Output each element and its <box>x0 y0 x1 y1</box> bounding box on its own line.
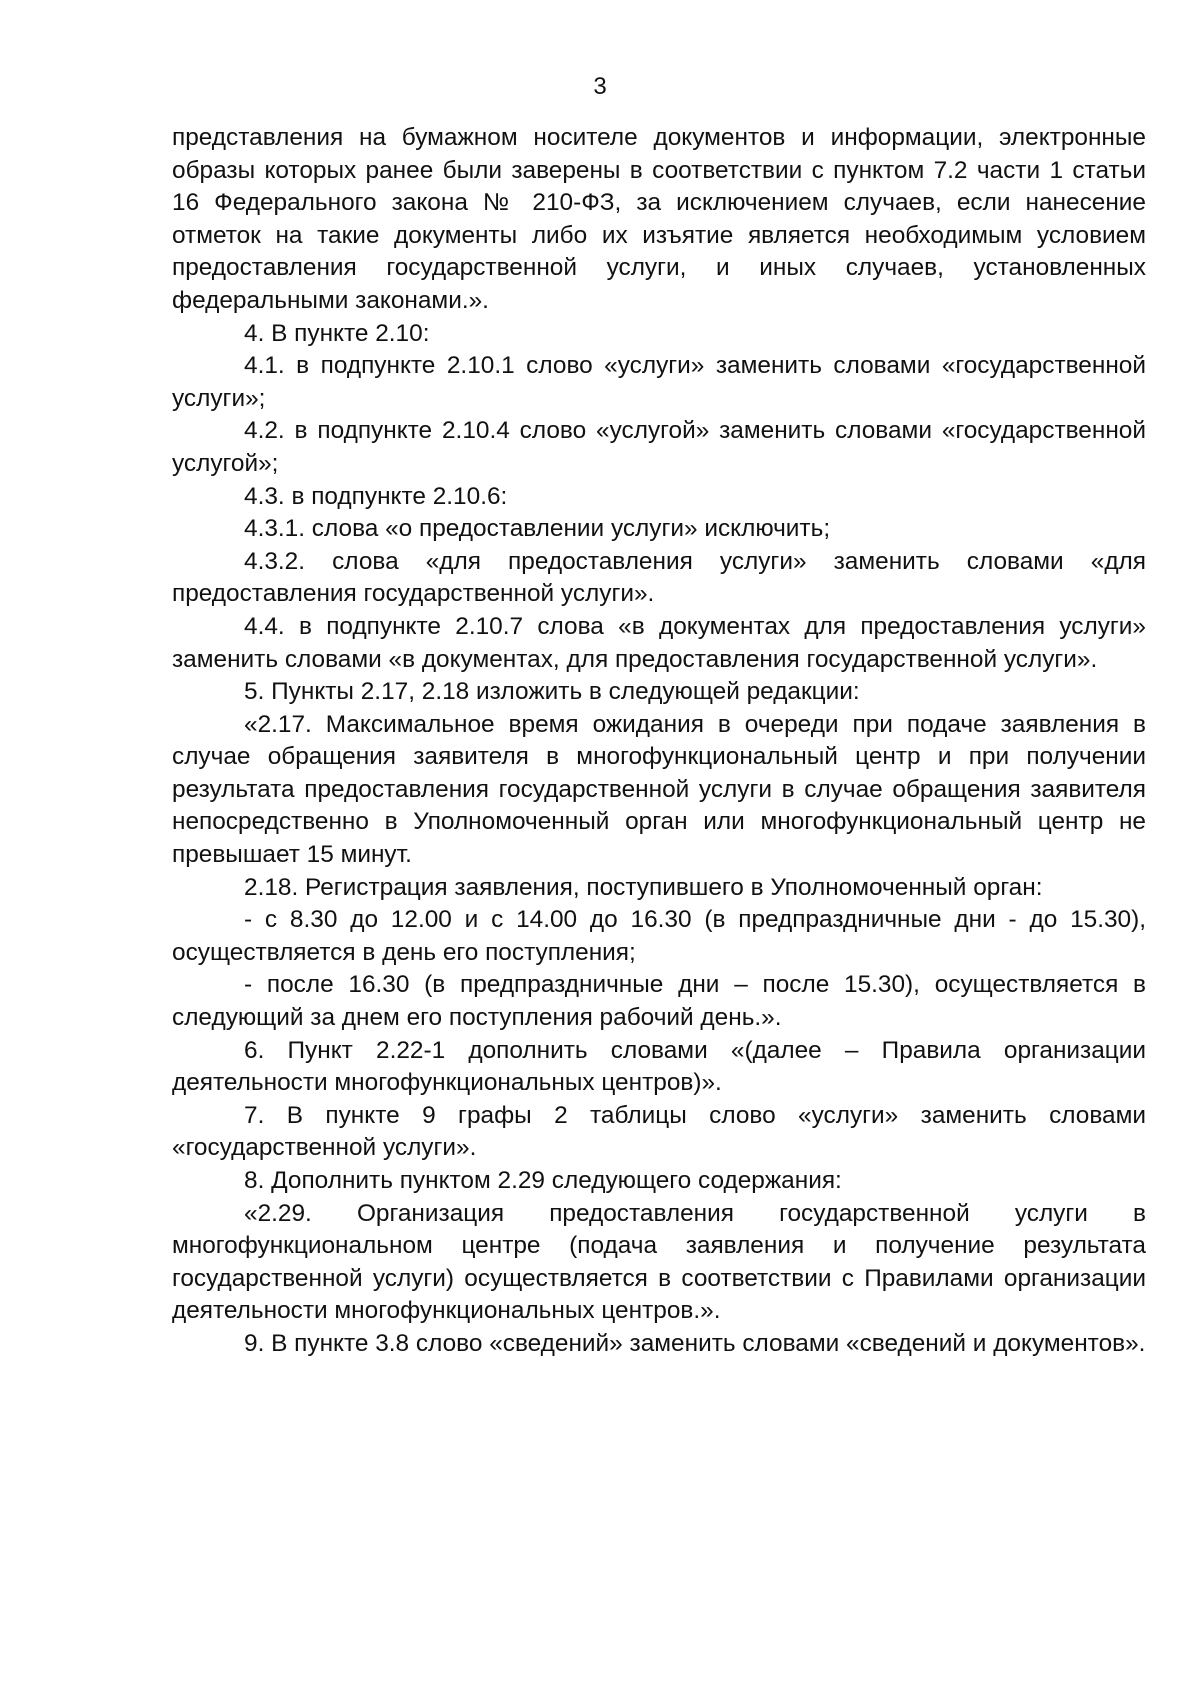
page-number: 3 <box>593 73 607 100</box>
paragraph-item-7: 7. В пункте 9 графы 2 таблицы слово «услуги» заменить словами «государственной услуги». <box>172 1101 1146 1162</box>
paragraph-item-4-2: 4.2. в подпункте 2.10.4 слово «услугой» заменить словами «государственной услугой»; <box>172 417 1146 477</box>
paragraph-item-4-4: 4.4. в подпункте 2.10.7 слова «в документах для предоставления услуги» заменить словами «в документах, для предоставления государственной услуги». <box>172 612 1146 673</box>
paragraph-continuation: представления на бумажном носителе документов и информации, электронные образы которых ранее были заверены в соответствии с пунктом 7.2 части 1 статьи 16 Федерального закона № 210-ФЗ, за исключением случаев, если нанесение отметок на такие документы либо их изъятие является необходимым условием предоставления государственной услуги, и иных случаев, установленных федеральными законами.». <box>172 124 1146 314</box>
paragraph-item-5: 5. Пункты 2.17, 2.18 изложить в следующей редакции: <box>244 678 860 706</box>
paragraph-item-4-3: 4.3. в подпункте 2.10.6: <box>244 482 508 510</box>
paragraph-item-8: 8. Дополнить пунктом 2.29 следующего содержания: <box>244 1167 842 1194</box>
paragraph-bullet-2: - после 16.30 (в предпраздничные дни – после 15.30), осуществляется в следующий за днем его поступления рабочий день.». <box>172 971 1146 1032</box>
paragraph-item-2-29: «2.29. Организация предоставления государственной услуги в многофункциональном центре (подача заявления и получение результата государственной услуги) осуществляется в соответствии с Правилами организации деятельности многофункциональных центров.». <box>172 1199 1146 1325</box>
paragraph-bullet-1: - с 8.30 до 12.00 и с 14.00 до 16.30 (в предпраздничные дни - до 15.30), осуществляется в день его поступления; <box>172 906 1146 966</box>
paragraph-item-2-18: 2.18. Регистрация заявления, поступившего в Уполномоченный орган: <box>244 873 1043 901</box>
paragraph-item-4-3-1: 4.3.1. слова «о предоставлении услуги» исключить; <box>244 515 831 543</box>
paragraph-item-6: 6. Пункт 2.22-1 дополнить словами «(далее – Правила организации деятельности многофункциональных центров)». <box>172 1036 1146 1097</box>
paragraph-item-9: 9. В пункте 3.8 слово «сведений» заменить словами «сведений и документов». <box>244 1329 1146 1357</box>
paragraph-item-4-1: 4.1. в подпункте 2.10.1 слово «услуги» заменить словами «государственной услуги»; <box>172 352 1146 412</box>
paragraph-item-4: 4. В пункте 2.10: <box>244 319 430 347</box>
paragraph-item-2-17: «2.17. Максимальное время ожидания в очереди при подаче заявления в случае обращения заявителя в многофункциональный центр и при получении результата предоставления государственной услуги в случае обращения заявителя непосредственно в Уполномоченный орган или многофункциональный центр не превышает 15 минут. <box>172 710 1146 869</box>
document-body <box>172 122 1146 1361</box>
paragraph-item-4-3-2: 4.3.2. слова «для предоставления услуги» заменить словами «для предоставления государственной услуги». <box>172 547 1146 608</box>
